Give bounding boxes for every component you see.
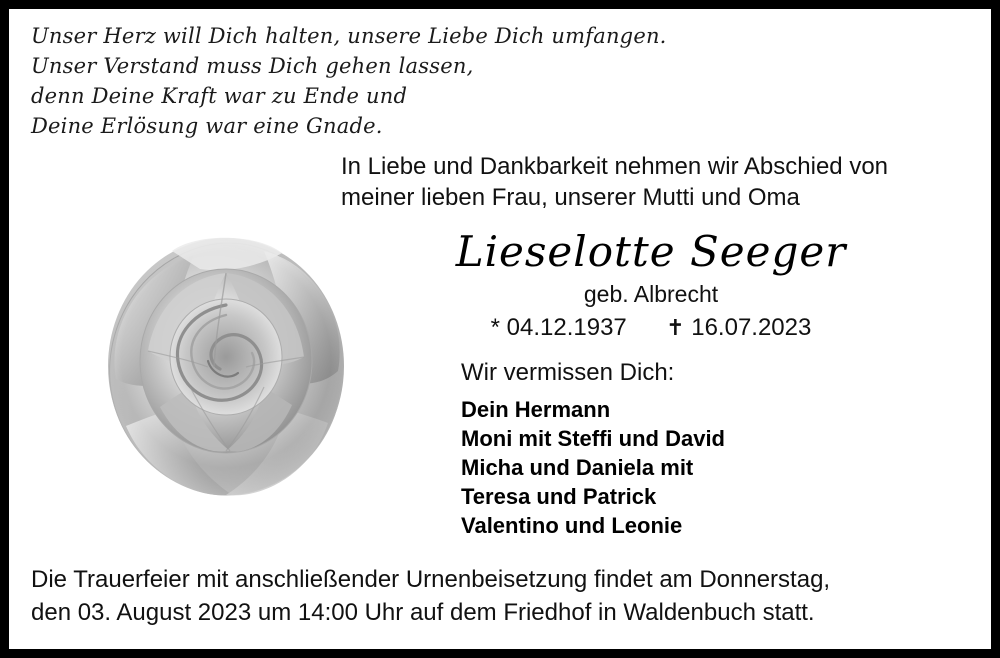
intro-text: [341, 151, 971, 213]
birth-date: 04.12.1937: [506, 314, 627, 341]
birth-symbol: *: [490, 314, 500, 341]
family-member-2: Moni mit Steffi und David: [461, 426, 725, 451]
family-member-1: Dein Hermann: [461, 397, 611, 422]
notice-content: [11, 11, 989, 647]
poem-line-4: Deine Erlösung war eine Gnade.: [31, 114, 383, 138]
funeral-notice-line-1: Die Trauerfeier mit anschließender Urnenbeisetzung findet am Donnerstag,: [31, 566, 831, 593]
funeral-notice: [31, 563, 971, 629]
family-member-4: Teresa und Patrick: [461, 484, 657, 509]
missing-label: Wir vermissen Dich:: [461, 359, 675, 386]
family-list: [461, 395, 971, 540]
intro-line-1: In Liebe und Dankbarkeit nehmen wir Abschied von: [341, 153, 889, 180]
poem-line-2: Unser Verstand muss Dich gehen lassen,: [31, 54, 474, 78]
death-date: 16.07.2023: [691, 314, 812, 341]
family-member-5: Valentino und Leonie: [461, 513, 683, 538]
family-member-3: Micha und Daniela mit: [461, 455, 694, 480]
funeral-notice-line-2: den 03. August 2023 um 14:00 Uhr auf dem Friedhof in Waldenbuch statt.: [31, 599, 815, 626]
maiden-name: geb. Albrecht: [583, 281, 719, 307]
poem-line-3: denn Deine Kraft war zu Ende und: [31, 84, 408, 108]
intro-line-2: meiner lieben Frau, unserer Mutti und Oma: [341, 184, 800, 211]
poem-block: [31, 21, 667, 141]
announcement-block: [331, 151, 971, 540]
poem-line-1: Unser Herz will Dich halten, unsere Liebe Dich umfangen.: [31, 24, 667, 48]
deceased-name: Lieselotte Seeger: [455, 227, 847, 276]
cross-icon: ✝: [666, 315, 685, 340]
life-dates: [331, 311, 971, 345]
